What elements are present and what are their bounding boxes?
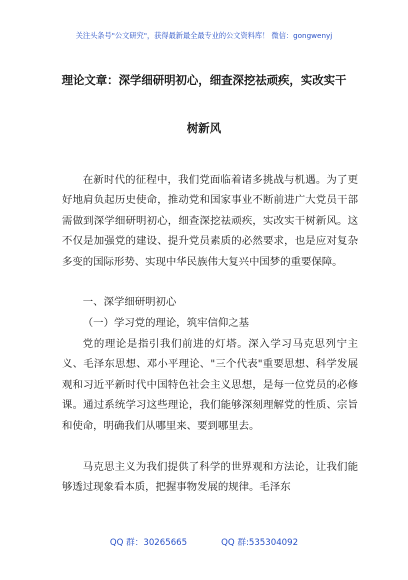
footer-qq-group-1: QQ 群：30265665 (109, 538, 188, 548)
footer-qq-group-2: QQ 群:535304092 (221, 538, 299, 548)
body-paragraph-theory (62, 334, 358, 436)
heading-text: 一、深学细研明初心 (82, 296, 177, 308)
body-paragraph-marxism (62, 457, 358, 498)
document-title-line-1: 理论文章：深学细研明初心，细查深挖祛顽疾，实改实干 (61, 73, 347, 87)
document-title-line-2: 树新风 (186, 121, 222, 135)
paragraph-text: 在新时代的征程中，我们党面临着诸多挑战与机遇。为了更好地肩负起历史使命，推动党和国家事业不断前进广大党员干部需做到深学细研明初心，细查深挖祛顽疾，实改实干树新风。这不仅是加强党的建设、提升党员素质的必然要求，也是应对复杂多变的国际形势、实现中华民族伟大复兴中国梦的重要保障。 (62, 174, 358, 268)
heading-text: （一）学习党的理论，筑牢信仰之基 (82, 317, 250, 329)
subsection-heading-1 (62, 313, 358, 333)
header-banner: 关注头条号"公文研究"，获得最新最全最专业的公文资料库！ 微信：gongwenyj (75, 31, 333, 40)
body-paragraph-intro (62, 170, 358, 272)
paragraph-text: 党的理论是指引我们前进的灯塔。深入学习马克思列宁主义、毛泽东思想、邓小平理论、"三个代表"重要思想、科学发展观和习近平新时代中国特色社会主义思想，是每一位党员的必修课。通过系统学习这些理论，我们能够深刻理解党的性质、宗旨和使命，明确我们从哪里来、要到哪里去。 (62, 338, 358, 432)
paragraph-text: 马克思主义为我们提供了科学的世界观和方法论，让我们能够透过现象看本质，把握事物发展的规律。毛泽东 (62, 461, 358, 494)
footer-contact (0, 536, 408, 548)
section-heading-1 (62, 292, 358, 312)
